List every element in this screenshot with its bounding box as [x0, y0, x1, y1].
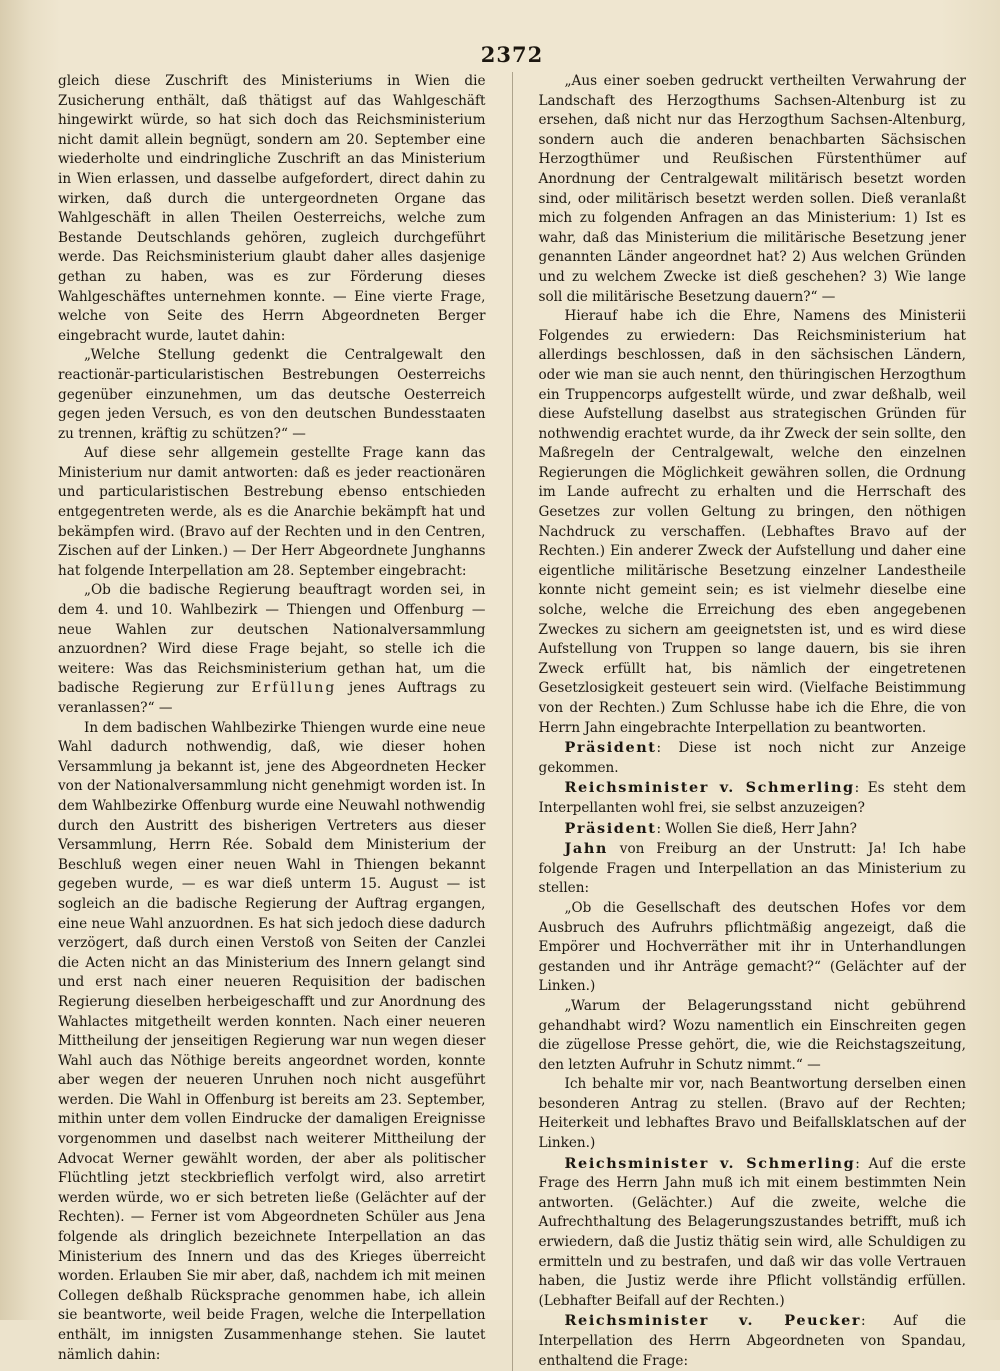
text-columns: [58, 72, 966, 1371]
paragraph: Auf diese sehr allgemein gestellte Frage kann das Ministerium nur damit antworten: daß es jeder reactionären und particularistischen Bestrebung ebenso entschieden entgegentreten werde, als es die Anarchie bekämpft hat und bekämpfen wird. (Bravo auf der Rechten und in den Centren, Zischen auf der Linken.) — Der Herr Abgeordnete Junghanns hat folgende Interpellation am 28. September eingebracht:: [58, 445, 486, 579]
paragraph: Hierauf habe ich die Ehre, Namens des Ministerii Folgendes zu erwiedern: Das Reichsministerium hat allerdings beschlossen, daß in den sächsischen Ländern, oder wie man sie auch nennt, den thüringischen Herzogthum ein Truppencorps aufgestellt würde, und zwar deßhalb, weil diese Aufstellung daselbst aus strategischen Gründen für nothwendig erachtet wurde, da ihr Zweck der sein sollte, den Maßregeln der Centralgewalt, welche den einzelnen Regierungen die Möglichkeit gewähren sollen, die Ordnung im Lande aufrecht zu erhalten und die Herrschaft des Gesetzes zur vollen Geltung zu bringen, den nöthigen Nachdruck zu verschaffen. (Lebhaftes Bravo auf der Rechten.) Ein anderer Zweck der Aufstellung und daher eine eigentliche militärische Besetzung einzelner Landestheile konnte nicht gemeint sein; es ist vielmehr dieselbe eine solche, welche die Erreichung des eben angegebenen Zweckes zu sichern am geeignetsten ist, und es wird diese Aufstellung von Truppen so lange dauern, bis sie ihren Zweck erfüllt hat, bis nämlich der eingetretenen Gesetzlosigkeit gesteuert sein wird. (Vielfache Beistimmung von der Rechten.) Zum Schlusse habe ich die Ehre, die von Herrn Jahn eingebrachte Interpellation zu beantworten.: [538, 308, 966, 736]
speaker-name: Präsident: [564, 739, 657, 757]
spaced-emphasis: Erfüllung: [251, 680, 337, 697]
right-column: [539, 72, 967, 1371]
page-header: [58, 28, 966, 72]
paragraph: „Ob die badische Regierung beauftragt worden sei, in dem 4. und 10. Wahlbezirk — Thiengen und Offenburg — neue Wahlen zur deutschen Nationalversammlung anzuordnen? Wird diese Frage bejaht, so stelle ich die weitere: Was das Reichsministerium gethan hat, um die badische Regierung zur Erfüllung jenes Auftrags zu veranlassen?“ —: [58, 582, 486, 716]
speaker-name: Reichsminister v. Schmerling: [564, 1154, 856, 1172]
column-divider: [512, 72, 513, 1371]
paragraph: In dem badischen Wahlbezirke Thiengen wurde eine neue Wahl dadurch nothwendig, daß, wie dieser hohen Versammlung ja bekannt ist, jene des Abgeordneten Hecker von der Nationalversammlung nicht genehmigt worden ist. In dem Wahlbezirke Offenburg wurde eine Neuwahl nothwendig durch den Austritt des bisherigen Vertreters aus dieser Versammlung, Herrn Rée. Sobald dem Ministerium der Beschluß wegen einer neuen Wahl in Thiengen bekannt gegeben wurde, — es war dieß unterm 15. August — ist sogleich an die badische Regierung der Auftrag ergangen, eine neue Wahl anzuordnen. Es hat sich jedoch diese dadurch verzögert, daß durch einen Verstoß von Seiten der Canzlei die Acten nicht an das Ministerium des Innern gelangt sind und erst nach einer neueren Requisition der badischen Regierung dieselben herbeigeschafft und zur Anordnung des Wahlactes mitgetheilt werden konnten. Nach einer neueren Mittheilung der jenseitigen Regierung war nun wegen dieser Wahl auch das Nöthige bereits angeordnet worden, konnte aber wegen der neueren Unruhen noch nicht ausgeführt werden. Die Wahl in Offenburg ist bereits am 23. September, mithin unter dem vollen Eindrucke der damaligen Ereignisse vorgenommen und daselbst nach weiterer Mittheilung der Advocat Werner gewählt worden, der aber als politischer Flüchtling jetzt steckbrieflich verfolgt wird, also arretirt werden würde, wo er sich betreten ließe (Gelächter auf der Rechten). — Ferner ist vom Abgeordneten Schüler aus Jena folgende als dringlich bezeichnete Interpellation an das Ministerium des Innern und das des Krieges überreicht worden. Erlauben Sie mir aber, daß, nachdem ich mit meinen Collegen deßhalb Rücksprache genommen habe, ich allein sie beantworte, weil beide Fragen, welche die Interpellation enthält, im innigsten Zusammenhange stehen. Sie lautet nämlich dahin:: [58, 719, 486, 1363]
paragraph: gleich diese Zuschrift des Ministeriums in Wien die Zusicherung enthält, daß thätigst auf das Wahlgeschäft hingewirkt würde, so hat sich doch das Reichsministerium nicht damit allein begnügt, sondern am 20. September eine wiederholte und eindringliche Zuschrift an das Ministerium in Wien erlassen, und dasselbe aufgefordert, direct dahin zu wirken, daß durch die untergeordneten Organe das Wahlgeschäft in allen Theilen Oesterreichs, welche zum Bestande Deutschlands gehören, zugleich durchgeführt werde. Das Reichsministerium glaubt daher alles dasjenige gethan zu haben, was es zur Förderung dieses Wahlgeschäftes unternehmen konnte. — Eine vierte Frage, welche von Seite des Herrn Abgeordneten Berger eingebracht wurde, lautet dahin:: [58, 73, 486, 344]
paragraph: Jahn von Freiburg an der Unstrutt: Ja! Ich habe folgende Fragen und Interpellation an das Ministerium zu stellen:: [538, 840, 966, 897]
paragraph: „Ob die Gesellschaft des deutschen Hofes vor dem Ausbruch des Aufruhrs pflichtmäßig angezeigt, daß die Empörer und Hochverräther mit ihr in Unterhandlungen gestanden und ihr Anträge gemacht?“ (Gelächter auf der Linken.): [538, 899, 966, 995]
paragraph: „Welche Stellung gedenkt die Centralgewalt den reactionär-particularistischen Bestrebungen Oesterreichs gegenüber einzunehmen, um das deutsche Oesterreich gegen jeden Versuch, es von den deutschen Bundesstaaten zu trennen, kräftig zu schützen?“ —: [58, 347, 486, 442]
paragraph: „Warum der Belagerungsstand nicht gebührend gehandhabt wird? Wozu namentlich ein Einschreiten gegen die zügellose Presse gehört, die, wie die Reichstagszeitung, den letzten Aufruhr in Schutz nimmt.“ —: [538, 997, 966, 1073]
paragraph: „Aus einer soeben gedruckt vertheilten Verwahrung der Landschaft des Herzogthums Sachsen-Altenburg ist zu ersehen, daß nicht nur das Herzogthum Sachsen-Altenburg, sondern auch die anderen benachbarten Sächsischen Herzogthümer und Reußischen Fürstenthümer auf Anordnung der Centralgewalt militärisch besetzt worden sind, oder militärisch besetzt werden sollen. Dieß veranlaßt mich zu folgenden Anfragen an das Ministerium: 1) Ist es wahr, daß das Ministerium die militärische Besetzung jener genannten Länder angeordnet hat? 2) Aus welchen Gründen und zu welchem Zwecke ist dieß geschehen? 3) Wie lange soll die militärische Besetzung dauern?“ —: [538, 73, 966, 305]
left-column: [58, 72, 486, 1371]
paragraph: Präsident: Wollen Sie dieß, Herr Jahn?: [564, 819, 857, 837]
page-number: 2372: [480, 42, 544, 67]
paragraph: Reichsminister v. Schmerling: Auf die erste Frage des Herrn Jahn muß ich mit einem bestimmten Nein antworten. (Gelächter.) Auf die zweite, welche die Aufrechthaltung des Belagerungszustandes betrifft, muß ich erwiedern, daß die Justiz thätig sein wird, alle Schuldigen zu ermitteln und zu bestrafen, und daß wir das volle Vertrauen haben, die Justiz werde ihre Pflicht vollständig erfüllen. (Lebhafter Beifall auf der Rechten.): [538, 1154, 966, 1309]
paragraph: Reichsminister v. Peucker: Auf die Interpellation des Herrn Abgeordneten von Spandau, enthaltend die Frage:: [538, 1312, 966, 1369]
speaker-name: Jahn: [564, 840, 608, 858]
paragraph: Reichsminister v. Schmerling: Es steht dem Interpellanten wohl frei, sie selbst anzuzeigen?: [538, 779, 966, 816]
speaker-name: Präsident: [564, 819, 657, 837]
speaker-name: Reichsminister v. Schmerling: [564, 779, 855, 797]
speaker-name: Reichsminister v. Peucker: [564, 1312, 862, 1330]
paragraph: Präsident: Diese ist noch nicht zur Anzeige gekommen.: [538, 739, 966, 776]
paragraph: Ich behalte mir vor, nach Beantwortung derselben einen besonderen Antrag zu stellen. (Bravo auf der Rechten; Heiterkeit und lebhaftes Bravo und Beifallsklatschen auf der Linken.): [538, 1076, 966, 1152]
